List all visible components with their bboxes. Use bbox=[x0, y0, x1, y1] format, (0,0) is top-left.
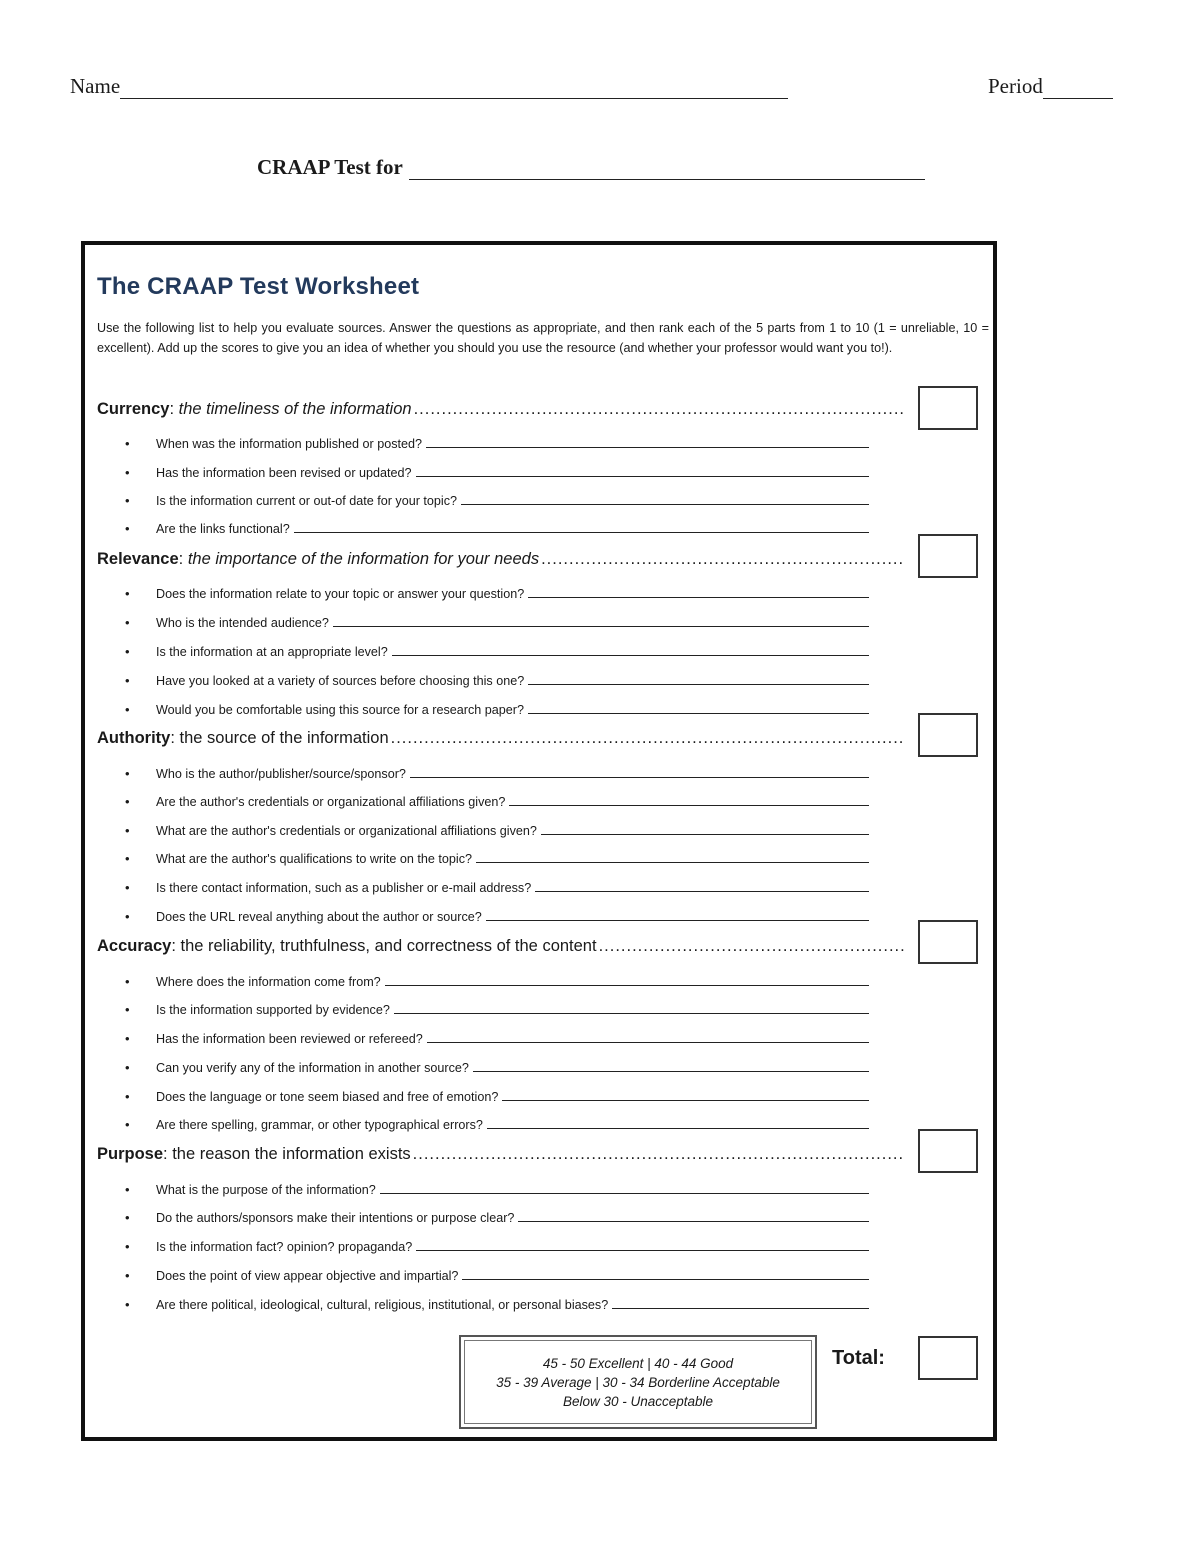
question-text: Have you looked at a variety of sources before choosing this one? bbox=[156, 674, 525, 688]
question-text: Has the information been revised or updated? bbox=[156, 466, 412, 480]
test-subject-field[interactable] bbox=[409, 161, 925, 180]
legend-line: Below 30 - Unacceptable bbox=[562, 1393, 714, 1409]
bullet-icon: • bbox=[125, 1002, 130, 1017]
question-text: Is the information fact? opinion? propaganda? bbox=[156, 1240, 413, 1254]
purpose-score-box[interactable] bbox=[918, 1129, 978, 1173]
answer-line[interactable] bbox=[612, 1308, 869, 1309]
answer-line[interactable] bbox=[487, 1128, 869, 1129]
leader-dots bbox=[414, 400, 905, 419]
question-item bbox=[125, 431, 869, 451]
total-label: Total: bbox=[832, 1347, 885, 1369]
question-text: What are the author's qualifications to write on the topic? bbox=[156, 852, 473, 866]
bullet-icon: • bbox=[125, 1210, 130, 1225]
question-item bbox=[125, 610, 869, 630]
question-item bbox=[125, 1177, 869, 1197]
section-name: Currency bbox=[97, 400, 170, 418]
question-text: Has the information been reviewed or refereed? bbox=[156, 1032, 423, 1046]
question-item bbox=[125, 904, 869, 924]
bullet-icon: • bbox=[125, 766, 130, 781]
question-item bbox=[125, 581, 869, 601]
question-item bbox=[125, 697, 869, 717]
answer-line[interactable] bbox=[410, 777, 869, 778]
question-item bbox=[125, 969, 869, 989]
bullet-icon: • bbox=[125, 586, 130, 601]
question-item bbox=[125, 761, 869, 781]
question-text: When was the information published or posted? bbox=[156, 437, 423, 451]
bullet-icon: • bbox=[125, 465, 130, 480]
period-field[interactable] bbox=[1043, 80, 1113, 99]
score-legend bbox=[459, 1335, 817, 1429]
question-item bbox=[125, 1112, 869, 1132]
section-name: Authority bbox=[97, 729, 171, 747]
section-authority: Authority : the source of the information ..... bbox=[97, 729, 905, 748]
question-item bbox=[125, 1084, 869, 1104]
bullet-icon: • bbox=[125, 1117, 130, 1132]
bullet-icon: • bbox=[125, 615, 130, 630]
name-label: Name bbox=[70, 74, 121, 98]
section-relevance: Relevance : the importance of the information for your needs ..... bbox=[97, 550, 905, 569]
answer-line[interactable] bbox=[535, 891, 869, 892]
question-item bbox=[125, 846, 869, 866]
answer-line[interactable] bbox=[462, 1279, 869, 1280]
question-text: Do the authors/sponsors make their intentions or purpose clear? bbox=[156, 1211, 515, 1225]
name-line bbox=[70, 74, 788, 99]
leader-dots bbox=[413, 1145, 905, 1164]
question-text: Is the information supported by evidence? bbox=[156, 1003, 390, 1017]
section-currency: Currency : the timeliness of the information ..... bbox=[97, 400, 905, 419]
question-item bbox=[125, 668, 869, 688]
answer-line[interactable] bbox=[518, 1221, 869, 1222]
section-name: Purpose bbox=[97, 1145, 164, 1163]
test-title: CRAAP Test for bbox=[257, 155, 403, 179]
section-desc: the reliability, truthfulness, and correctness of the content bbox=[180, 937, 597, 955]
question-text: Are the links functional? bbox=[156, 522, 290, 536]
bullet-icon: • bbox=[125, 702, 130, 717]
worksheet-frame bbox=[81, 241, 997, 1441]
currency-score-box[interactable] bbox=[918, 386, 978, 430]
bullet-icon: • bbox=[125, 1089, 130, 1104]
bullet-icon: • bbox=[125, 880, 130, 895]
question-text: Who is the intended audience? bbox=[156, 616, 329, 630]
bullet-icon: • bbox=[125, 1182, 130, 1197]
question-text: Does the language or tone seem biased and free of emotion? bbox=[156, 1090, 499, 1104]
answer-line[interactable] bbox=[486, 920, 869, 921]
worksheet-intro: Use the following list to help you evaluate sources. Answer the questions as appropriate, and then rank each of the 5 parts from 1 to 10 (1 = unreliable, 10 = excellent). Add up the scores to give you an idea of whether you should you use the resource (and whether your professor would want you to!). bbox=[97, 321, 989, 355]
section-desc: the reason the information exists bbox=[172, 1145, 411, 1163]
section-desc: the timeliness of the information bbox=[178, 400, 412, 418]
bullet-icon: • bbox=[125, 1239, 130, 1254]
legend-line: 35 - 39 Average | 30 - 34 Borderline Acceptable bbox=[496, 1374, 780, 1390]
bullet-icon: • bbox=[125, 1060, 130, 1075]
question-item bbox=[125, 639, 869, 659]
section-name: Relevance bbox=[97, 550, 179, 568]
question-text: Are there spelling, grammar, or other typographical errors? bbox=[156, 1118, 483, 1132]
test-title-line bbox=[257, 155, 925, 180]
bullet-icon: • bbox=[125, 1268, 130, 1283]
period-line bbox=[988, 74, 1113, 99]
question-text: What are the author's credentials or organizational affiliations given? bbox=[156, 824, 537, 838]
answer-line[interactable] bbox=[427, 1042, 869, 1043]
leader-dots bbox=[599, 937, 905, 956]
answer-line[interactable] bbox=[528, 713, 869, 714]
answer-line[interactable] bbox=[416, 1250, 869, 1251]
question-item bbox=[125, 997, 869, 1017]
answer-line[interactable] bbox=[473, 1071, 869, 1072]
section-name: Accuracy bbox=[97, 937, 172, 955]
leader-dots bbox=[391, 729, 905, 748]
question-item bbox=[125, 818, 869, 838]
question-item bbox=[125, 875, 869, 895]
question-text: Does the information relate to your topic or answer your question? bbox=[156, 587, 525, 601]
bullet-icon: • bbox=[125, 644, 130, 659]
section-desc: the importance of the information for your needs bbox=[187, 550, 540, 568]
question-item bbox=[125, 1055, 869, 1075]
question-text: Is the information current or out-of date for your topic? bbox=[156, 494, 458, 508]
question-item bbox=[125, 1263, 869, 1283]
question-text: What is the purpose of the information? bbox=[156, 1183, 376, 1197]
answer-line[interactable] bbox=[502, 1100, 869, 1101]
question-text: Is the information at an appropriate level? bbox=[156, 645, 388, 659]
question-text: Are there political, ideological, cultural, religious, institutional, or personal biases? bbox=[156, 1298, 609, 1312]
question-item bbox=[125, 789, 869, 809]
question-text: Is there contact information, such as a publisher or e-mail address? bbox=[156, 881, 532, 895]
question-item bbox=[125, 1205, 869, 1225]
answer-line[interactable] bbox=[380, 1193, 869, 1194]
legend-line: 45 - 50 Excellent | 40 - 44 Good bbox=[542, 1355, 734, 1371]
worksheet-title: The CRAAP Test Worksheet bbox=[97, 273, 420, 300]
answer-line[interactable] bbox=[294, 532, 869, 533]
question-text: Are the author's credentials or organizational affiliations given? bbox=[156, 795, 506, 809]
question-text: Would you be comfortable using this source for a research paper? bbox=[156, 703, 524, 717]
question-text: Who is the author/publisher/source/sponsor? bbox=[156, 767, 406, 781]
period-label: Period bbox=[988, 74, 1043, 98]
answer-line[interactable] bbox=[509, 805, 869, 806]
answer-line[interactable] bbox=[392, 655, 869, 656]
section-desc: the source of the information bbox=[179, 729, 389, 747]
answer-line[interactable] bbox=[541, 834, 869, 835]
section-accuracy: Accuracy : the reliability, truthfulness, and correctness of the content ..... bbox=[97, 937, 905, 956]
section-purpose: Purpose : the reason the information exists ..... bbox=[97, 1145, 905, 1164]
bullet-icon: • bbox=[125, 974, 130, 989]
answer-line[interactable] bbox=[426, 447, 869, 448]
answer-line[interactable] bbox=[385, 985, 869, 986]
answer-line[interactable] bbox=[394, 1013, 869, 1014]
question-text: Where does the information come from? bbox=[156, 975, 381, 989]
question-text: Can you verify any of the information in another source? bbox=[156, 1061, 469, 1075]
answer-line[interactable] bbox=[476, 862, 869, 863]
question-item bbox=[125, 516, 869, 536]
bullet-icon: • bbox=[125, 909, 130, 924]
bullet-icon: • bbox=[125, 493, 130, 508]
authority-score-box[interactable] bbox=[918, 713, 978, 757]
question-item bbox=[125, 1026, 869, 1046]
question-item bbox=[125, 1234, 869, 1254]
question-item bbox=[125, 488, 869, 508]
leader-dots bbox=[541, 550, 905, 569]
bullet-icon: • bbox=[125, 794, 130, 809]
answer-line[interactable] bbox=[333, 626, 869, 627]
bullet-icon: • bbox=[125, 673, 130, 688]
name-field[interactable] bbox=[120, 80, 788, 99]
answer-line[interactable] bbox=[416, 476, 869, 477]
bullet-icon: • bbox=[125, 1031, 130, 1046]
question-item bbox=[125, 1292, 869, 1312]
relevance-score-box[interactable] bbox=[918, 534, 978, 578]
total-score-box[interactable] bbox=[918, 1336, 978, 1380]
question-item bbox=[125, 460, 869, 480]
answer-line[interactable] bbox=[528, 684, 869, 685]
bullet-icon: • bbox=[125, 436, 130, 451]
answer-line[interactable] bbox=[461, 504, 869, 505]
question-text: Does the URL reveal anything about the author or source? bbox=[156, 910, 482, 924]
bullet-icon: • bbox=[125, 823, 130, 838]
accuracy-score-box[interactable] bbox=[918, 920, 978, 964]
answer-line[interactable] bbox=[528, 597, 869, 598]
bullet-icon: • bbox=[125, 1297, 130, 1312]
bullet-icon: • bbox=[125, 851, 130, 866]
bullet-icon: • bbox=[125, 521, 130, 536]
question-text: Does the point of view appear objective and impartial? bbox=[156, 1269, 459, 1283]
